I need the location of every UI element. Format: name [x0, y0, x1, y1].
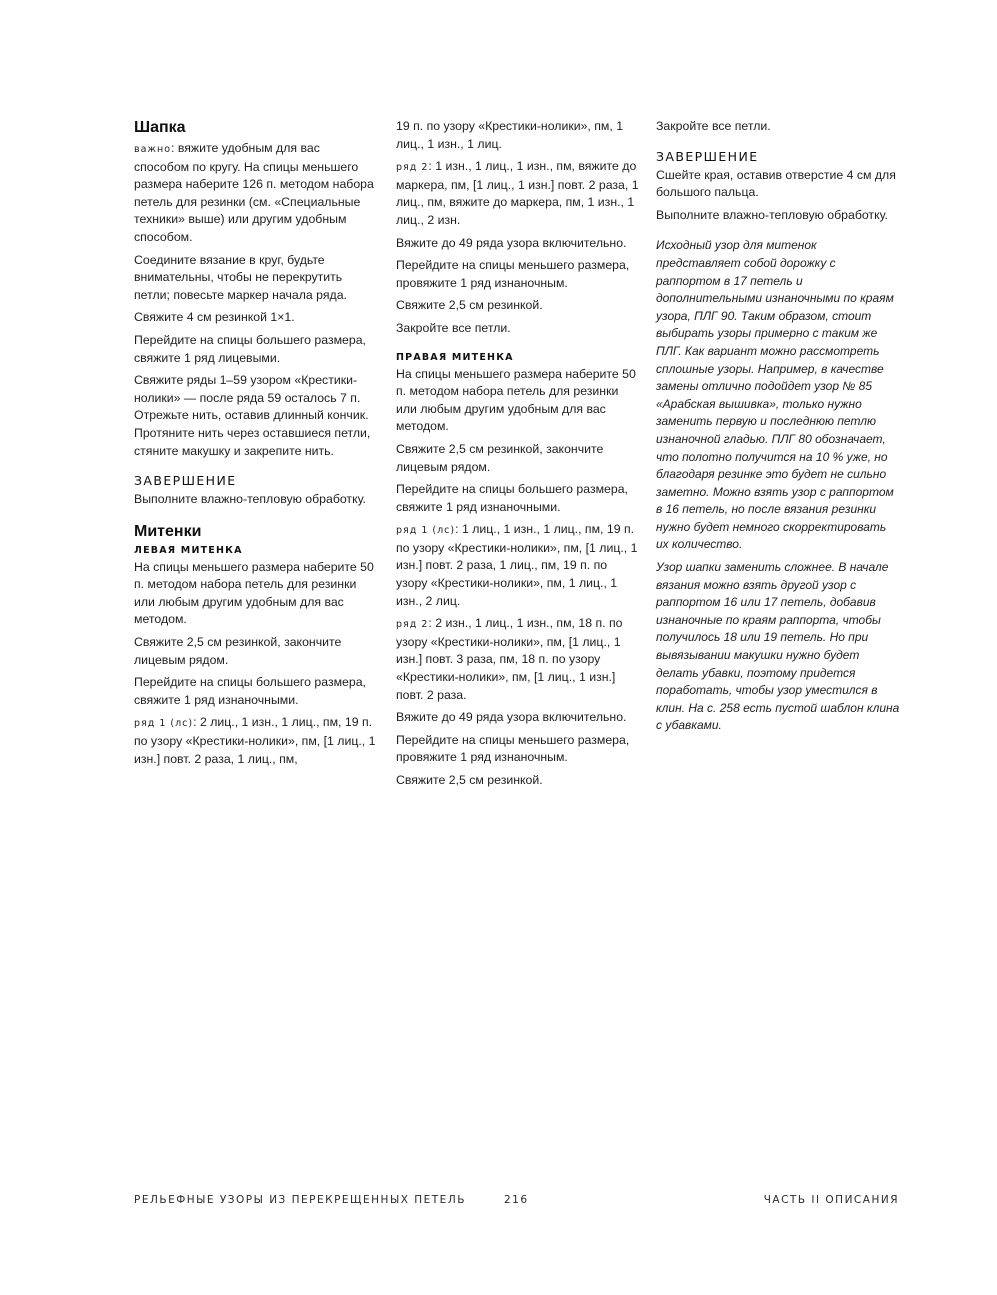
paragraph: Выполните влажно-тепловую обработку. — [656, 207, 888, 222]
paragraph: Свяжите 4 см резинкой 1×1. — [134, 310, 295, 325]
paragraph: Вяжите до 49 ряда узора включительно. — [396, 235, 627, 250]
paragraph: Сшейте края, оставив отверстие 4 см для большого пальца. — [656, 167, 896, 200]
label-row: ряд 2 — [396, 619, 429, 631]
note-hat: Узор шапки заменить сложнее. В начале вязания можно взять другой узор с раппортом 16 или 17 петель, добавив изнаночные по краям раппорта, чтобы получилось 18 или 19 петель. Но при вывязывании макушки нужно будет делать убавки, поэтому придется поработать, чтобы узор уместился в клин. На с. 258 есть пустой шаблон клина с убавками. — [656, 560, 900, 733]
heading-left-mitt: ЛЕВАЯ МИТЕНКА — [134, 544, 243, 556]
paragraph: Перейдите на спицы большего размера, свяжите 1 ряд лицевыми. — [134, 332, 366, 365]
footer-book-title: РЕЛЬЕФНЫЕ УЗОРЫ ИЗ ПЕРЕКРЕЩЕННЫХ ПЕТЕЛЬ — [134, 1194, 466, 1206]
paragraph-row-2 — [396, 615, 640, 704]
paragraph: Свяжите 2,5 см резинкой. — [396, 773, 543, 787]
paragraph: 19 п. по узору «Крестики-нолики», пм, 1 лиц., 1 изн., 1 лиц. — [396, 119, 624, 151]
paragraph: На спицы меньшего размера наберите 50 п. методом набора петель для резинки или любым другим удобным для вас методом. — [396, 366, 636, 434]
paragraph: Закройте все петли. — [396, 320, 511, 335]
paragraph: Свяжите 2,5 см резинкой, закончите лицевым рядом. — [396, 441, 604, 474]
label-row: ряд 1 (лс) — [396, 525, 456, 537]
heading-mitts: Митенки — [134, 522, 202, 540]
label-row: ряд 2 — [396, 162, 429, 174]
label-row: ряд 1 (лс) — [134, 718, 194, 730]
heading-right-mitt: ПРАВАЯ МИТЕНКА — [396, 351, 514, 363]
paragraph: Выполните влажно-тепловую обработку. — [134, 492, 366, 507]
paragraph: Свяжите ряды 1–59 узором «Крестики-нолики» — после ряда 59 осталось 7 п. Отрежьте нить, оставив длинный кончик. Протяните нить через оставшиеся петли, стяните макушку и закрепите нить. — [134, 373, 371, 458]
paragraph: Перейдите на спицы меньшего размера, провяжите 1 ряд изнаночным. — [396, 732, 630, 765]
paragraph-important — [134, 140, 378, 247]
row-text: : 2 изн., 1 лиц., 1 изн., пм, 18 п. по узору «Крестики-нолики», пм, [1 лиц., 1 изн.] повт. 3 раза, пм, 18 п. по узору «Крестики-нолики», пм, [1 лиц., 1 изн.] повт. 2 раза. — [396, 616, 623, 702]
row-text: : 2 лиц., 1 изн., 1 лиц., пм, 19 п. по узору «Крестики-нолики», пм, [1 лиц., 1 изн.] повт. 2 раза, 1 лиц., пм, — [134, 715, 376, 766]
heading-hat: Шапка — [134, 119, 186, 136]
heading-finishing: ЗАВЕРШЕНИЕ — [134, 473, 237, 489]
page-number: 216 — [504, 1194, 529, 1206]
column-middle — [396, 118, 640, 795]
paragraph: На спицы меньшего размера наберите 50 п. методом набора петель для резинки или любым другим удобным для вас методом. — [134, 559, 374, 627]
row-text: : 1 изн., 1 лиц., 1 изн., пм, вяжите до маркера, пм, [1 лиц., 1 изн.] повт. 2 раза, 1 лиц., пм, вяжите до маркера, пм, 1 изн., 1 лиц., 2 изн. — [396, 159, 639, 227]
paragraph-row-1 — [134, 714, 378, 768]
text-important: : вяжите удобным для вас способом по кругу. На спицы меньшего размера наберите 126 п. методом набора петель для резинки (см. «Специальные техники» выше) или другим удобным способом. — [134, 141, 374, 244]
note-mitts: Исходный узор для митенок представляет собой дорожку с раппортом в 17 петель и дополнительными изнаночными по краям узора, ПЛГ 90. Таким образом, стоит выбирать узоры примерно с таким же ПЛГ. Как вариант можно рассмотреть сплошные узоры. Например, в качестве замены отлично подойдет узор № 85 «Арабская вышивка», только нужно заменить первую и последнюю петлю изнаночной гладью. ПЛГ 80 обозначает, что полотно получится на 10 % уже, но благодаря резинке это будет не сильно заметно. Можно взять узор с раппортом в 16 петель, но после вязания резинки нужно будет немного скорректировать их количество. — [656, 238, 894, 552]
paragraph-row-2 — [396, 158, 640, 229]
paragraph: Перейдите на спицы большего размера, свяжите 1 ряд изнаночными. — [134, 675, 366, 707]
footer-section: ЧАСТЬ II ОПИСАНИЯ — [763, 1194, 899, 1206]
paragraph: Перейдите на спицы меньшего размера, провяжите 1 ряд изнаночным. — [396, 258, 630, 290]
column-left — [134, 118, 378, 773]
paragraph: Вяжите до 49 ряда узора включительно. — [396, 710, 627, 725]
paragraph: Свяжите 2,5 см резинкой, закончите лицевым рядом. — [134, 635, 342, 667]
paragraph: Свяжите 2,5 см резинкой. — [396, 298, 543, 313]
paragraph: Перейдите на спицы большего размера, свяжите 1 ряд изнаночными. — [396, 482, 628, 514]
column-right — [656, 118, 900, 740]
paragraph-row-1 — [396, 521, 640, 610]
heading-finishing: ЗАВЕРШЕНИЕ — [656, 148, 759, 164]
row-text: : 1 лиц., 1 изн., 1 лиц., пм, 19 п. по узору «Крестики-нолики», пм, [1 лиц., 1 изн.] повт. 2 раза, 1 лиц., пм, 19 п. по узору «Крестики-нолики», пм, 1 лиц., 1 изн., 2 лиц. — [396, 522, 638, 608]
paragraph: Соедините вязание в круг, будьте внимательны, чтобы не перекрутить петли; повесьте маркер начала ряда. — [134, 252, 347, 302]
label-important: важно — [134, 144, 172, 155]
paragraph: Закройте все петли. — [656, 119, 771, 133]
